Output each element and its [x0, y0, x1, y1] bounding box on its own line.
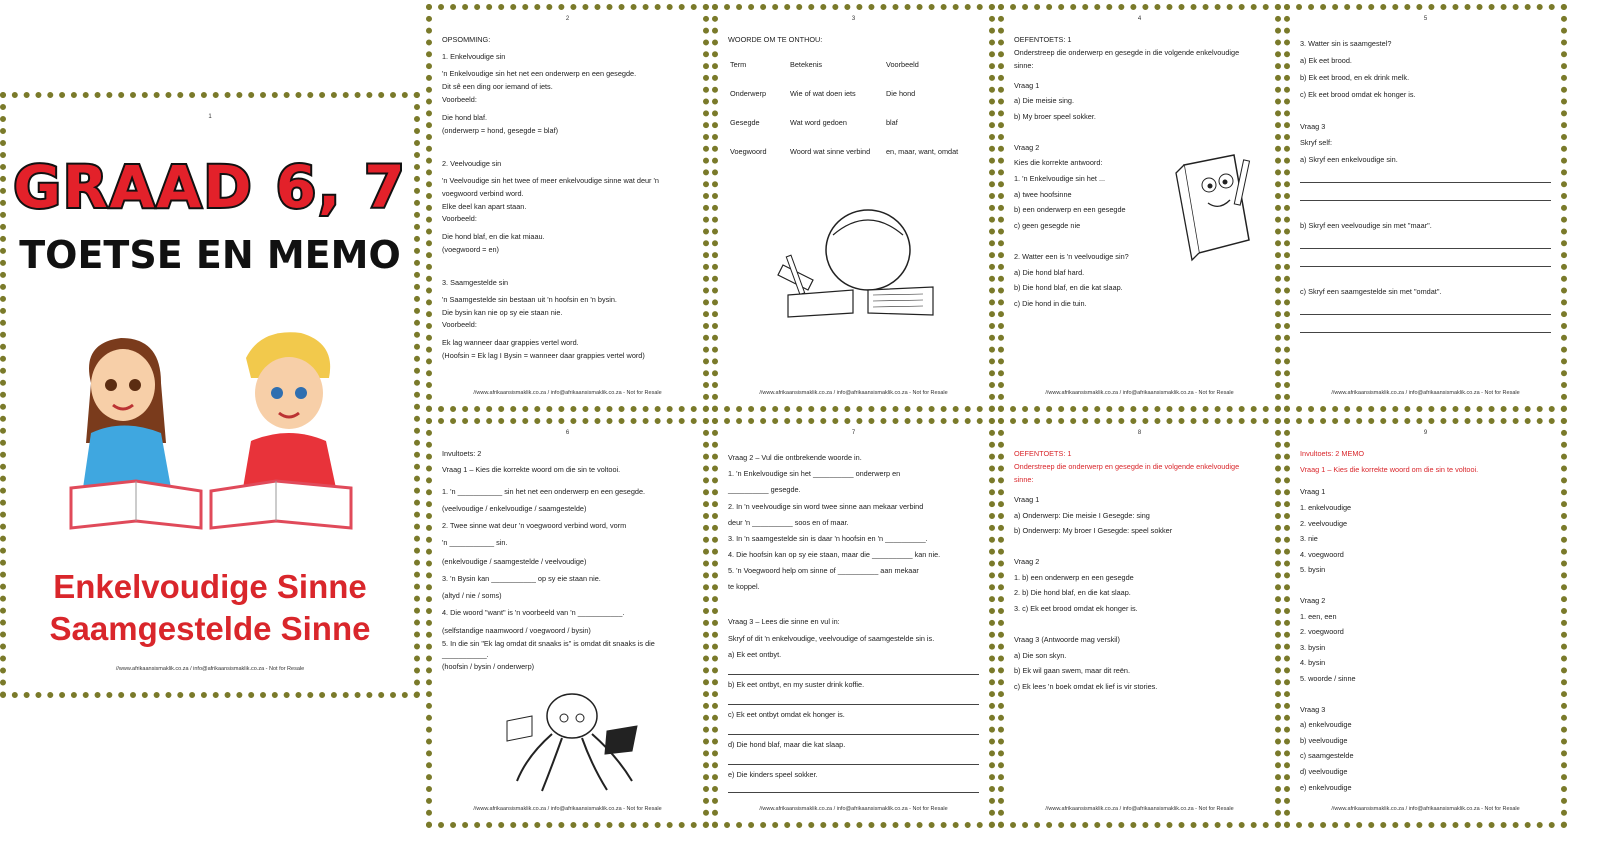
page-number: 5: [1423, 16, 1428, 22]
line: sinne:: [1014, 61, 1034, 70]
line: Vraag 3 (Antwoorde mag verskil): [1014, 635, 1120, 644]
line: ___________.: [442, 650, 489, 659]
line: (veelvoudige / enkelvoudige / saamgestelde): [442, 504, 587, 513]
line: 3. Saamgestelde sin: [442, 278, 509, 287]
line: a) Die hond blaf hard.: [1014, 268, 1085, 277]
table-cell: Wie of wat doen iets: [790, 89, 856, 98]
line: 3. Watter sin is saamgestel?: [1300, 39, 1392, 48]
line: b) My broer speel sokker.: [1014, 112, 1096, 121]
page-footer: //www.afrikaansismaklik.co.za / info@afrikaansismaklik.co.za - Not for Resale: [473, 390, 662, 396]
line: Skryf self:: [1300, 138, 1333, 147]
answer-line: [728, 704, 979, 705]
line: (altyd / nie / soms): [442, 591, 502, 600]
page-1-cover: [0, 92, 420, 698]
line: 1. enkelvoudige: [1300, 503, 1352, 512]
page-5: [1284, 4, 1567, 412]
line: Vraag 1: [1014, 81, 1040, 90]
answer-line: [1300, 332, 1551, 333]
line: (Hoofsin = Ek lag I Bysin = wanneer daar grappies vertel word): [442, 351, 645, 360]
line: a) Die son skyn.: [1014, 651, 1067, 660]
line: Onderstreep die onderwerp en gesegde in die volgende enkelvoudige: [1014, 48, 1240, 57]
page-number: 8: [1137, 430, 1142, 436]
page-8: [998, 418, 1281, 828]
line: b) Ek eet brood, en ek drink melk.: [1300, 73, 1410, 82]
page-number: 4: [1137, 16, 1142, 22]
page-6: [426, 418, 709, 828]
line: 'n Veelvoudige sin het twee of meer enkelvoudige sinne wat deur 'n: [442, 176, 659, 185]
line: 2. b) Die hond blaf, en die kat slaap.: [1014, 588, 1131, 597]
line: Voorbeeld:: [442, 214, 477, 223]
line: Vraag 3: [1300, 705, 1326, 714]
line: 3. In 'n saamgestelde sin is daar 'n hoofsin en 'n __________.: [728, 534, 928, 543]
line: 2. Veelvoudige sin: [442, 159, 502, 168]
line: OEFENTOETS: 1: [1014, 35, 1072, 44]
line: 1. een, een: [1300, 612, 1337, 621]
line: b) veelvoudige: [1300, 736, 1348, 745]
line: (onderwerp = hond, gesegde = blaf): [442, 126, 559, 135]
line: Voorbeeld:: [442, 320, 477, 329]
line: Invultoets: 2: [442, 449, 482, 458]
line: deur 'n __________ soos en of maar.: [728, 518, 849, 527]
line: 3. bysin: [1300, 643, 1326, 652]
line: b) Skryf een veelvoudige sin met "maar".: [1300, 221, 1432, 230]
line: 4. Die woord "want" is 'n voorbeeld van 'n ___________.: [442, 608, 625, 617]
line: 'n Enkelvoudige sin het net een onderwerp en een gesegde.: [442, 69, 637, 78]
line: b) Ek wil gaan swem, maar dit reën.: [1014, 666, 1130, 675]
page-footer: //www.afrikaansismaklik.co.za / info@afrikaansismaklik.co.za - Not for Resale: [473, 806, 662, 812]
line: sinne:: [1014, 475, 1034, 484]
line: OEFENTOETS: 1: [1014, 449, 1072, 458]
line: 2. voegwoord: [1300, 627, 1344, 636]
line: a) Die meisie sing.: [1014, 96, 1075, 105]
book-character-illustration: [1164, 145, 1264, 265]
answer-line: [1300, 200, 1551, 201]
line: 2. Twee sinne wat deur 'n voegwoord verbind word, vorm: [442, 521, 627, 530]
table-cell: Onderwerp: [730, 89, 767, 98]
line: Die hond blaf.: [442, 113, 488, 122]
line: a) Ek eet brood.: [1300, 56, 1352, 65]
line: 4. Die hoofsin kan op sy eie staan, maar die __________ kan nie.: [728, 550, 941, 559]
page-4: [998, 4, 1281, 412]
line: Vraag 2: [1014, 557, 1040, 566]
table-cell: Woord wat sinne verbind: [790, 147, 871, 156]
line: Vraag 2: [1014, 143, 1040, 152]
line: 4. voegwoord: [1300, 550, 1344, 559]
line: (voegwoord = en): [442, 245, 499, 254]
line: 3. 'n Bysin kan ___________ op sy eie staan nie.: [442, 574, 601, 583]
cover-subtitle-1: Enkelvoudige Sinne: [53, 568, 367, 605]
page-footer: //www.afrikaansismaklik.co.za / info@afrikaansismaklik.co.za - Not for Resale: [759, 806, 948, 812]
line: b) een onderwerp en een gesegde: [1014, 205, 1126, 214]
cover-title-tests: TOETSE EN MEMO: [19, 233, 401, 277]
line: 1. 'n Enkelvoudige sin het __________ onderwerp en: [728, 469, 901, 478]
line: Vraag 2 – Vul die ontbrekende woorde in.: [728, 453, 862, 462]
children-reading-illustration: [61, 323, 361, 533]
line: 5. bysin: [1300, 565, 1326, 574]
table-header-meaning: Betekenis: [790, 60, 823, 69]
line: b) Ek eet ontbyt, en my suster drink koffie.: [728, 680, 865, 689]
line: Skryf of dit 'n enkelvoudige, veelvoudige of saamgestelde sin is.: [728, 634, 935, 643]
line: Die hond blaf, en die kat miaau.: [442, 232, 545, 241]
line: 2. veelvoudige: [1300, 519, 1348, 528]
line: (hoofsin / bysin / onderwerp): [442, 662, 535, 671]
table-cell: Voegwoord: [730, 147, 767, 156]
page-footer: //www.afrikaansismaklik.co.za / info@afrikaansismaklik.co.za - Not for Resale: [759, 390, 948, 396]
line: d) veelvoudige: [1300, 767, 1348, 776]
line: c) Ek lees 'n boek omdat ek lief is vir stories.: [1014, 682, 1158, 691]
answer-line: [1300, 266, 1551, 267]
line: 3. c) Ek eet brood omdat ek honger is.: [1014, 604, 1138, 613]
line: a) Onderwerp: Die meisie I Gesegde: sing: [1014, 511, 1150, 520]
line: Vraag 3 – Lees die sinne en vul in:: [728, 617, 840, 626]
answer-line: [728, 674, 979, 675]
answer-line: [1300, 182, 1551, 183]
line: Ek lag wanneer daar grappies vertel word.: [442, 338, 579, 347]
line: 2. Watter een is 'n veelvoudige sin?: [1014, 252, 1129, 261]
line: Elke deel kan apart staan.: [442, 202, 527, 211]
line: __________ gesegde.: [728, 485, 801, 494]
page-number: 2: [565, 16, 570, 22]
line: 4. bysin: [1300, 658, 1326, 667]
line: Invultoets: 2 MEMO: [1300, 449, 1365, 458]
line: c) saamgestelde: [1300, 751, 1354, 760]
line: 1. 'n ___________ sin het net een onderwerp en een gesegde.: [442, 487, 646, 496]
line: Onderstreep die onderwerp en gesegde in die volgende enkelvoudige: [1014, 462, 1240, 471]
line: b) Onderwerp: My broer I Gesegde: speel sokker: [1014, 526, 1173, 535]
line: Vraag 1 – Kies die korrekte woord om die sin te voltooi.: [1300, 465, 1479, 474]
page-footer: //www.afrikaansismaklik.co.za / info@afrikaansismaklik.co.za - Not for Resale: [1045, 806, 1234, 812]
line: c) Die hond in die tuin.: [1014, 299, 1087, 308]
line: e) Die kinders speel sokker.: [728, 770, 818, 779]
line: voegwoord verbind word.: [442, 189, 524, 198]
page-number: 6: [565, 430, 570, 436]
line: 2. In 'n veelvoudige sin word twee sinne aan mekaar verbind: [728, 502, 924, 511]
line: Vraag 1: [1300, 487, 1326, 496]
line: 5. 'n Voegwoord help om sinne of __________ aan mekaar: [728, 566, 919, 575]
line: Vraag 3: [1300, 122, 1326, 131]
line: 1. b) een onderwerp en een gesegde: [1014, 573, 1134, 582]
line: Die bysin kan nie op sy eie staan nie.: [442, 308, 563, 317]
page-7: [712, 418, 995, 828]
line: OPSOMMING:: [442, 35, 491, 44]
page-number: 9: [1423, 430, 1428, 436]
answer-line: [728, 792, 979, 793]
line: te koppel.: [728, 582, 760, 591]
table-cell: Gesegde: [730, 118, 760, 127]
line: c) geen gesegde nie: [1014, 221, 1081, 230]
line: a) enkelvoudige: [1300, 720, 1352, 729]
page-number: 1: [208, 114, 212, 120]
table-header-term: Term: [730, 60, 747, 69]
table-header-example: Voorbeeld: [886, 60, 919, 69]
line: 'n Saamgestelde sin bestaan uit 'n hoofsin en 'n bysin.: [442, 295, 617, 304]
line: Dit sê een ding oor iemand of iets.: [442, 82, 553, 91]
line: 1. 'n Enkelvoudige sin het ...: [1014, 174, 1106, 183]
page-number: 7: [851, 430, 856, 436]
table-cell: blaf: [886, 118, 898, 127]
line: b) Die hond blaf, en die kat slaap.: [1014, 283, 1123, 292]
line: a) Ek eet ontbyt.: [728, 650, 782, 659]
line: 5. woorde / sinne: [1300, 674, 1356, 683]
line: Vraag 1 – Kies die korrekte woord om die sin te voltooi.: [442, 465, 621, 474]
page-3: [712, 4, 995, 412]
cover-subtitle-2: Saamgestelde Sinne: [49, 610, 371, 647]
table-cell: Wat word gedoen: [790, 118, 847, 127]
cover-title-grade: GRAAD 6, 7: [13, 153, 407, 221]
line: e) enkelvoudige: [1300, 783, 1352, 792]
line: 'n ___________ sin.: [442, 538, 508, 547]
octopus-reading-illustration: [497, 686, 647, 796]
page-footer: //www.afrikaansismaklik.co.za / info@afrikaansismaklik.co.za - Not for Resale: [1331, 390, 1520, 396]
page-footer: //www.afrikaansismaklik.co.za / info@afrikaansismaklik.co.za - Not for Resale: [1331, 806, 1520, 812]
line: c) Ek eet ontbyt omdat ek honger is.: [728, 710, 845, 719]
line: Voorbeeld:: [442, 95, 477, 104]
line: a) Skryf een enkelvoudige sin.: [1300, 155, 1398, 164]
answer-line: [728, 734, 979, 735]
page-footer: //www.afrikaansismaklik.co.za / info@afrikaansismaklik.co.za - Not for Resale: [115, 666, 305, 672]
page-9: [1284, 418, 1567, 828]
line: 5. In die sin "Ek lag omdat dit snaaks is" is omdat dit snaaks is die: [442, 639, 655, 648]
line: (selfstandige naamwoord / voegwoord / bysin): [442, 626, 591, 635]
line: d) Die hond blaf, maar die kat slaap.: [728, 740, 846, 749]
child-writing-illustration: [773, 195, 943, 325]
line: c) Ek eet brood omdat ek honger is.: [1300, 90, 1416, 99]
section-heading: WOORDE OM TE ONTHOU:: [728, 35, 823, 44]
answer-line: [728, 764, 979, 765]
table-cell: Die hond: [886, 89, 916, 98]
page-number: 3: [851, 16, 856, 22]
line: Vraag 2: [1300, 596, 1326, 605]
answer-line: [1300, 248, 1551, 249]
line: Vraag 1: [1014, 495, 1040, 504]
line: Kies die korrekte antwoord:: [1014, 158, 1103, 167]
line: (enkelvoudige / saamgestelde / veelvoudige): [442, 557, 587, 566]
line: 3. nie: [1300, 534, 1318, 543]
line: c) Skryf een saamgestelde sin met "omdat".: [1300, 287, 1442, 296]
line: 1. Enkelvoudige sin: [442, 52, 506, 61]
page-2: [426, 4, 709, 412]
line: a) twee hoofsinne: [1014, 190, 1072, 199]
table-cell: en, maar, want, omdat: [886, 147, 959, 156]
answer-line: [1300, 314, 1551, 315]
page-footer: //www.afrikaansismaklik.co.za / info@afrikaansismaklik.co.za - Not for Resale: [1045, 390, 1234, 396]
